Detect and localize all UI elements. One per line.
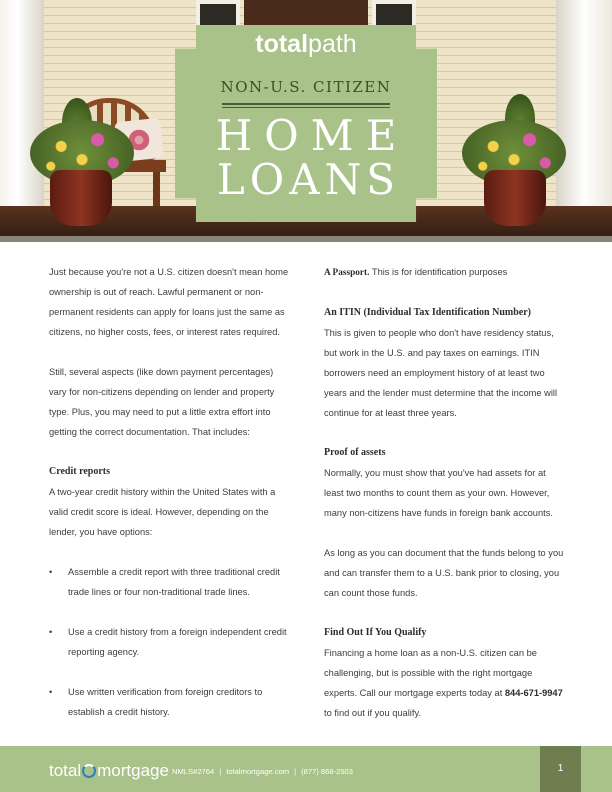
documentation-paragraph: Still, several aspects (like down payment percentages) vary for non-citizens depending on lender and property type. Plus, you may need to put a little extra effort into getting the correct documentation. That includes: [49,367,275,437]
passport-paragraph [324,262,564,283]
separator: | [294,767,297,776]
separator: | [219,767,222,776]
qualify-text [324,643,564,723]
credit-options-list [49,562,291,722]
footer-contact [172,767,353,776]
divider-line [222,103,390,105]
left-column [49,262,291,722]
right-column [324,262,564,723]
pot-right [484,170,546,226]
passport-text: This is for identification purposes [369,267,508,277]
plaque-title-line2: LOANS [216,155,401,204]
porch-column-left [0,0,44,210]
credit-reports-heading: Credit reports [49,466,111,477]
proof-of-assets-text: Normally, you must show that you've had assets for at least two months to count them as your own. However, many non-citizens have funds in foreign bank accounts. [324,468,553,518]
pot-left [50,170,112,226]
logo-word-mortgage: mortgage [97,761,169,780]
credit-reports-text: A two-year credit history within the United States with a valid credit score is ideal. However, depending on the lender, you have options: [49,487,276,537]
website-link[interactable]: totalmortgage.com [226,767,290,776]
logo-ring-icon [82,764,96,778]
plaque-title-line1: HOME [215,111,409,160]
page-number-box [540,746,581,792]
porch-column-right [556,0,612,210]
nmls-number: NMLS#2764 [172,767,215,776]
list-item: • Assemble a credit report with three traditional credit trade lines or four non-traditional trade lines. [49,562,291,602]
logo-path: path [308,30,357,58]
itin-text: This is given to people who don't have residency status, but work in the U.S. and pay taxes on earnings. ITIN borrowers need an employment history of at least two years and the lender must determine that the income will continue for at least three years. [324,328,558,418]
proof-of-assets-heading: Proof of assets [324,447,386,458]
qualify-heading: Find Out If You Qualify [324,627,427,638]
intro-paragraph: Just because you're not a U.S. citizen doesn't mean home ownership is out of reach. Lawful permanent or non-permanent residents can apply for loans just the same as citizens, no higher costs, fees, or interest rates required. [49,267,289,337]
page-number: 1 [557,763,564,774]
totalpath-logo [175,30,437,59]
divider-line-thin [222,107,390,108]
porch-edge [0,236,612,242]
transfer-funds-text: As long as you can document that the funds belong to you and can transfer them to a U.S. bank prior to closing, you can count those funds. [324,548,564,598]
footer-phone[interactable]: (877) 868-2503 [301,767,354,776]
footer-bar [0,746,612,792]
total-mortgage-logo [49,761,169,781]
passport-lead: A Passport. [324,268,370,278]
phone-number[interactable]: 844-671-9947 [504,688,563,698]
itin-heading: An ITIN (Individual Tax Identification Number) [324,307,531,318]
logo-total: total [255,30,309,58]
qualify-text-end: to find out if you qualify. [324,708,421,718]
list-item: • Use written verification from foreign creditors to establish a credit history. [49,682,291,722]
list-item: • Use a credit history from a foreign independent credit reporting agency. [49,622,291,662]
qualify-text-start: Financing a home loan as a non-U.S. citizen can be challenging, but is possible with the right mortgage experts. Call our mortgage experts today at [324,648,537,698]
plaque-subtitle: NON-U.S. CITIZEN [220,78,392,96]
logo-word-total: total [49,761,82,780]
